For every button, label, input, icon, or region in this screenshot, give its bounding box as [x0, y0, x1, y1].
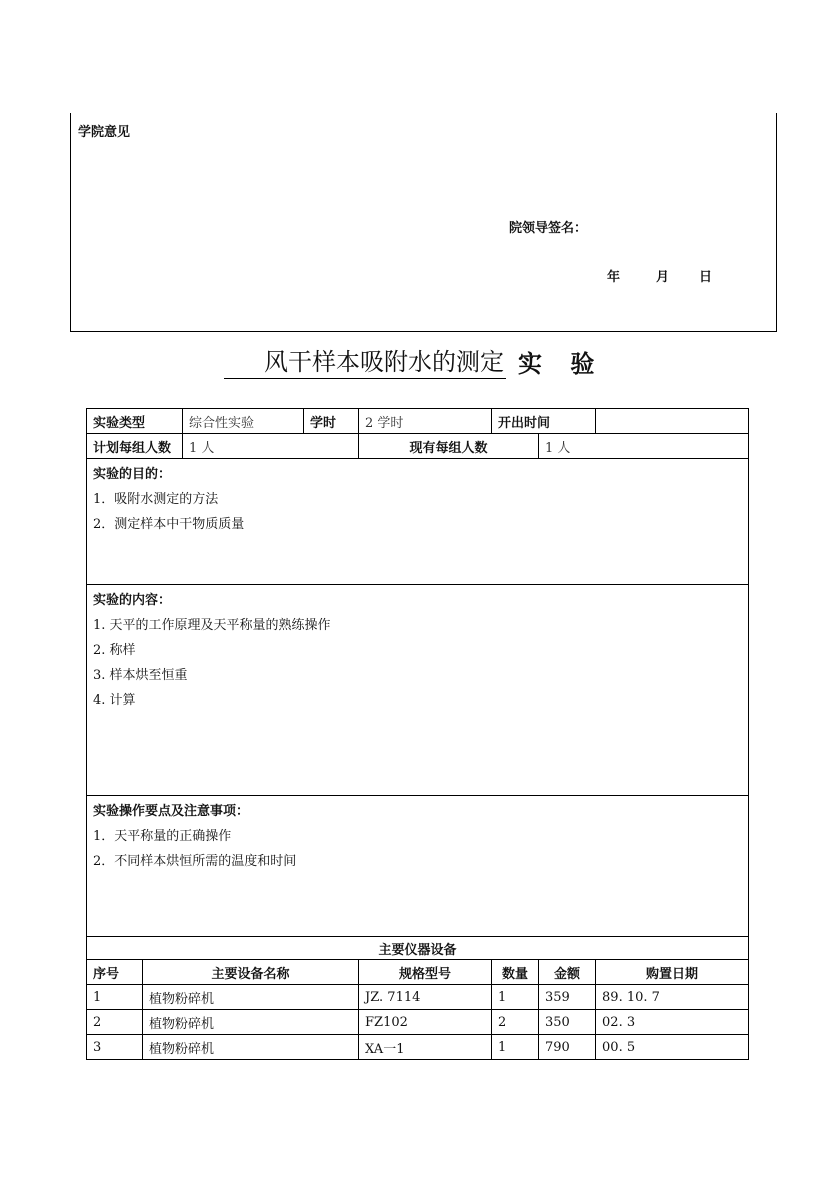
row-index: 1 [87, 985, 143, 1010]
planned-group-value: 1 人 [183, 434, 359, 459]
table-row [87, 985, 749, 1010]
equipment-header-row [87, 960, 749, 985]
hours-label: 学时 [304, 409, 359, 434]
purpose-heading: 实验的目的： [93, 467, 172, 482]
college-opinion-box [70, 113, 777, 332]
row-amount: 350 [539, 1010, 596, 1035]
content-section [87, 585, 749, 796]
row-quantity: 1 [492, 1035, 539, 1060]
row-index: 2 [87, 1010, 143, 1035]
content-item: 2. 称样 [93, 643, 136, 658]
purpose-item: 1．吸附水测定的方法 [93, 492, 219, 507]
current-group-value: 1 人 [539, 434, 749, 459]
table-row [87, 1035, 749, 1060]
college-opinion-label: 学院意见 [78, 125, 131, 140]
date-month-label: 月 [656, 270, 670, 285]
open-time-value [596, 409, 749, 434]
row-equipment-name: 植物粉碎机 [143, 1035, 359, 1060]
column-header-model: 规格型号 [359, 960, 492, 985]
row-model: XA一1 [359, 1035, 492, 1060]
row-purchase-date: 00. 5 [596, 1035, 749, 1060]
row-model: FZ102 [359, 1010, 492, 1035]
column-header-amount: 金额 [539, 960, 596, 985]
content-heading: 实验的内容： [93, 593, 172, 608]
leader-signature-label: 院领导签名： [509, 221, 588, 236]
column-header-index: 序号 [87, 960, 143, 985]
type-label: 实验类型 [87, 409, 183, 434]
row-equipment-name: 植物粉碎机 [143, 985, 359, 1010]
equipment-heading-row [87, 937, 749, 960]
purpose-section [87, 459, 749, 585]
column-header-purchase-date: 购置日期 [596, 960, 749, 985]
experiment-title-suffix: 实 验 [518, 350, 605, 378]
row-quantity: 2 [492, 1010, 539, 1035]
notes-section [87, 796, 749, 937]
info-row-2 [87, 434, 749, 459]
content-item: 1. 天平的工作原理及天平称量的熟练操作 [93, 618, 331, 633]
content-item: 4. 计算 [93, 693, 136, 708]
planned-group-label: 计划每组人数 [87, 434, 183, 459]
row-amount: 790 [539, 1035, 596, 1060]
experiment-name: 风干样本吸附水的测定 [224, 342, 506, 379]
row-model: JZ. 7114 [359, 985, 492, 1010]
column-header-name: 主要设备名称 [143, 960, 359, 985]
row-purchase-date: 02. 3 [596, 1010, 749, 1035]
current-group-label: 现有每组人数 [359, 434, 539, 459]
row-quantity: 1 [492, 985, 539, 1010]
row-equipment-name: 植物粉碎机 [143, 1010, 359, 1035]
notes-item: 2．不同样本烘恒所需的温度和时间 [93, 854, 297, 869]
experiment-title [224, 343, 604, 379]
equipment-heading: 主要仪器设备 [87, 937, 749, 960]
notes-heading: 实验操作要点及注意事项： [93, 804, 250, 819]
table-row [87, 1010, 749, 1035]
date-day-label: 日 [699, 270, 713, 285]
open-time-label: 开出时间 [492, 409, 596, 434]
content-item: 3. 样本烘至恒重 [93, 668, 188, 683]
type-value: 综合性实验 [183, 409, 304, 434]
info-row-1 [87, 409, 749, 434]
date-year-label: 年 [607, 270, 621, 285]
column-header-quantity: 数量 [492, 960, 539, 985]
row-purchase-date: 89. 10. 7 [596, 985, 749, 1010]
notes-item: 1．天平称量的正确操作 [93, 829, 232, 844]
hours-value: 2 学时 [359, 409, 492, 434]
row-index: 3 [87, 1035, 143, 1060]
row-amount: 359 [539, 985, 596, 1010]
experiment-info-table [86, 408, 749, 1060]
purpose-item: 2．测定样本中干物质质量 [93, 517, 245, 532]
